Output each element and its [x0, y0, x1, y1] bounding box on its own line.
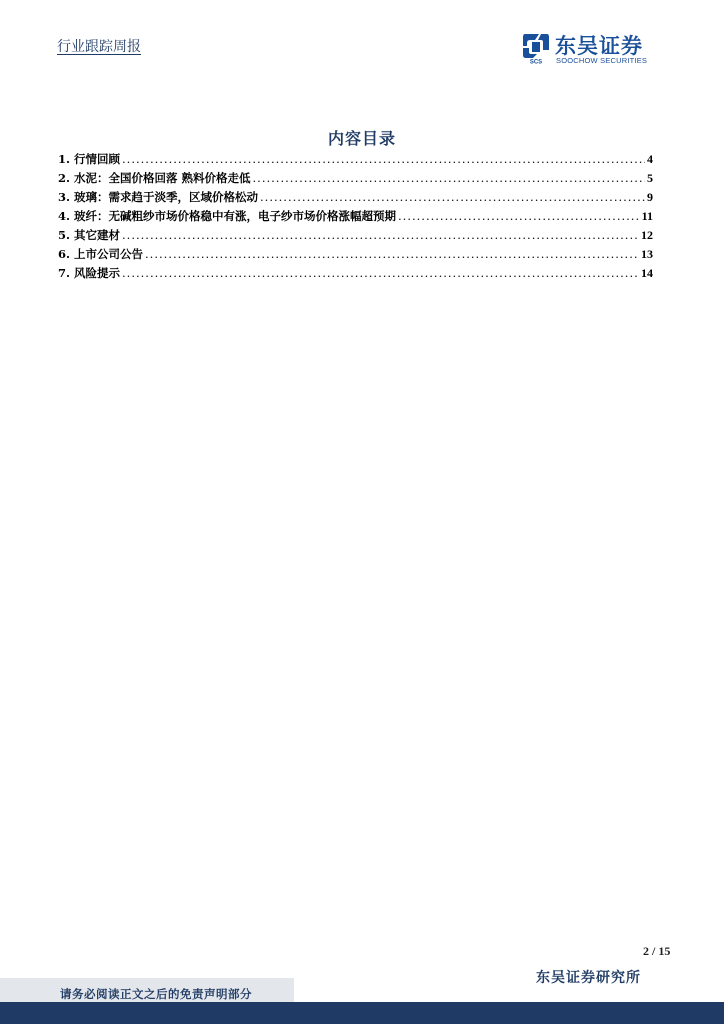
logo-chinese-name: 东吴证券 — [555, 34, 643, 58]
toc-entry-page: 14 — [641, 266, 653, 280]
toc-dot-leader — [260, 190, 645, 204]
toc-entry-page: 4 — [647, 152, 653, 166]
toc-entry[interactable] — [58, 208, 653, 227]
toc-entry-page: 9 — [647, 190, 653, 204]
toc-entry[interactable] — [58, 189, 653, 208]
footer-bar — [0, 1002, 724, 1024]
toc-entry-label: 4. 玻纤：无碱粗纱市场价格稳中有涨，电子纱市场价格涨幅超预期 — [58, 209, 397, 223]
toc-entry-label: 3. 玻璃：需求趋于淡季，区域价格松动 — [58, 190, 259, 204]
page-number: 2 / 15 — [643, 944, 671, 958]
toc-entry[interactable] — [58, 151, 653, 170]
toc-entry-page: 11 — [641, 209, 653, 223]
toc-entry-page: 12 — [641, 228, 653, 242]
disclaimer-text: 请务必阅读正文之后的免责声明部分 — [60, 987, 252, 1001]
report-category: 行业跟踪周报 — [57, 39, 141, 55]
toc-entry-label: 7. 风险提示 — [58, 266, 121, 280]
toc-entry-label: 1. 行情回顾 — [58, 152, 121, 166]
soochow-logo — [521, 30, 667, 66]
soochow-logo-mark-icon — [521, 30, 551, 64]
toc-entry[interactable] — [58, 170, 653, 189]
table-of-contents — [58, 151, 653, 284]
toc-entry-label: 6. 上市公司公告 — [58, 247, 144, 261]
toc-title: 内容目录 — [327, 129, 396, 148]
toc-dot-leader — [145, 247, 639, 261]
toc-dot-leader — [253, 171, 645, 185]
toc-dot-leader — [398, 209, 640, 223]
toc-dot-leader — [122, 152, 645, 166]
toc-dot-leader — [122, 228, 639, 242]
toc-entry[interactable] — [58, 246, 653, 265]
toc-entry-label: 2. 水泥：全国价格回落 熟料价格走低 — [58, 171, 251, 185]
logo-mark-text: SCS — [529, 59, 543, 64]
toc-dot-leader — [122, 266, 639, 280]
toc-entry[interactable] — [58, 265, 653, 284]
logo-english-name: SOOCHOW SECURITIES — [556, 56, 648, 65]
research-institute-name: 东吴证券研究所 — [536, 970, 641, 986]
toc-entry[interactable] — [58, 227, 653, 246]
toc-entry-page: 13 — [641, 247, 653, 261]
toc-entry-label: 5. 其它建材 — [58, 228, 121, 242]
toc-entry-page: 5 — [647, 171, 653, 185]
